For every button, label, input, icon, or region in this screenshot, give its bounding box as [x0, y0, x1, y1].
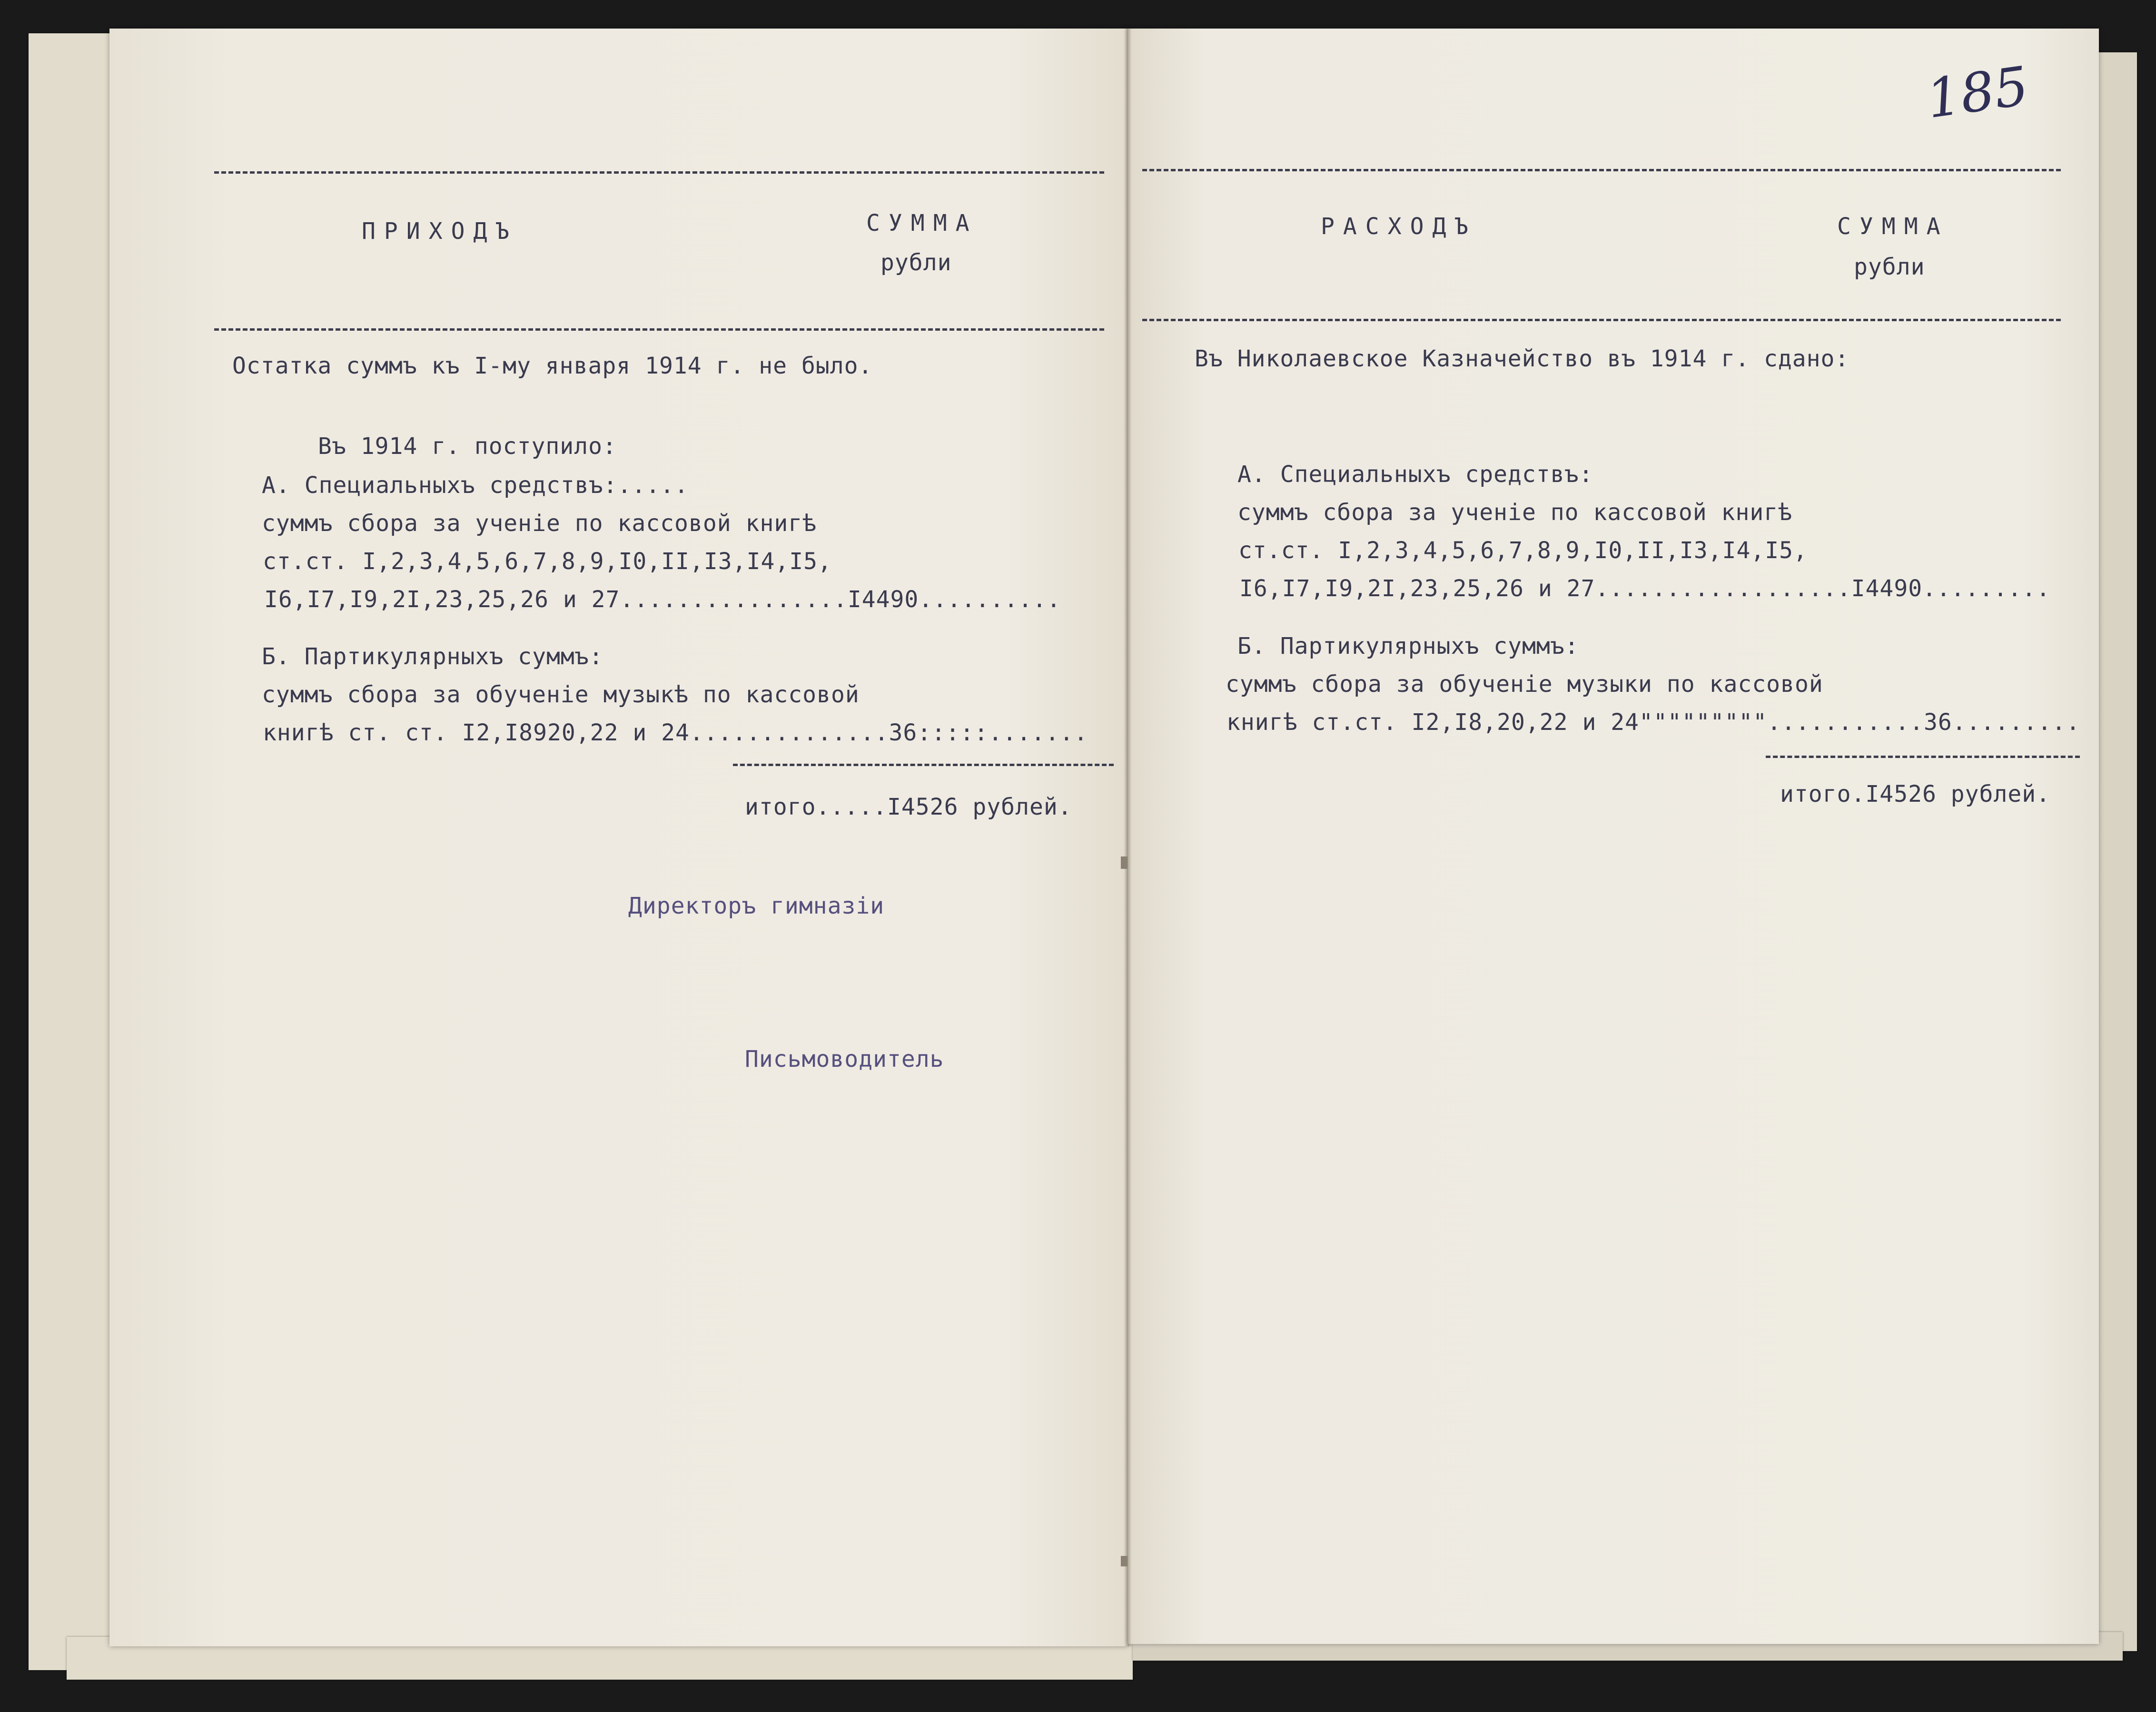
- right-opening-line: Въ Николаевское Казначейство въ 1914 г. сдано:: [1195, 345, 1849, 372]
- left-clerk-label: Письмоводитель: [745, 1046, 944, 1072]
- left-col-header-sum: СУММА: [866, 210, 978, 236]
- left-total-line: итого.....I4526 рублей.: [745, 794, 1072, 820]
- right-section-a-title: А. Специальныхъ средствъ:: [1237, 461, 1593, 488]
- left-section-a-line3: I6,I7,I9,2I,23,25,26 и 27................I4490..........: [264, 586, 1061, 613]
- left-section-b-line1: суммъ сбора за обученiе музыкѣ по кассовой: [262, 681, 860, 708]
- left-col-subheader-rubles: рубли: [880, 249, 952, 276]
- left-director-label: Директоръ гимназiи: [628, 893, 885, 919]
- right-section-a-line3: I6,I7,I9,2I,23,25,26 и 27..................I4490.........: [1239, 575, 2051, 602]
- left-section-a-line1: суммъ сбора за ученiе по кассовой книгѣ: [262, 510, 817, 537]
- page-number: 185: [1922, 55, 2032, 131]
- right-col-subheader-rubles: рубли: [1854, 254, 1925, 280]
- right-header-rule-bottom: [1142, 319, 2061, 321]
- right-section-a-line2: ст.ст. I,2,3,4,5,6,7,8,9,I0,II,I3,I4,I5,: [1238, 537, 1808, 564]
- right-section-b-line2: книгѣ ст.ст. I2,I8,20,22 и 24"""""""""...........36.........: [1226, 709, 2080, 736]
- right-col-header-sum: СУММА: [1837, 213, 1949, 240]
- left-received-line: Въ 1914 г. поступило:: [318, 433, 617, 460]
- binding-stitch-top: [1121, 856, 1127, 869]
- binding-stitch-bottom: [1121, 1556, 1127, 1566]
- left-opening-line: Остатка суммъ къ I-му января 1914 г. не было.: [232, 353, 873, 379]
- left-section-a-line2: ст.ст. I,2,3,4,5,6,7,8,9,I0,II,I3,I4,I5,: [263, 548, 832, 575]
- right-section-b-line1: суммъ сбора за обученiе музыки по кассовой: [1226, 671, 1823, 698]
- right-page: [1128, 29, 2099, 1644]
- right-total-line: итого.I4526 рублей.: [1780, 781, 2051, 807]
- right-header-rule-top: [1142, 169, 2061, 171]
- right-section-a-line1: суммъ сбора за ученiе по кассовой книгѣ: [1237, 499, 1793, 526]
- left-section-b-line2: книгѣ ст. ст. I2,I8920,22 и 24..............36:::::.......: [263, 719, 1088, 746]
- left-col-header-income: ПРИХОДЪ: [362, 218, 518, 245]
- left-header-rule-top: [214, 171, 1104, 174]
- left-total-rule: [733, 764, 1114, 766]
- left-section-b-title: Б. Партикулярныхъ суммъ:: [262, 643, 603, 670]
- right-col-header-expense: РАСХОДЪ: [1321, 213, 1477, 240]
- left-section-a-title: А. Специальныхъ средствъ:.....: [262, 472, 689, 499]
- left-page: [109, 29, 1128, 1646]
- right-total-rule: [1766, 756, 2080, 758]
- book-fold: [1124, 29, 1132, 1646]
- right-section-b-title: Б. Партикулярныхъ суммъ:: [1237, 633, 1579, 659]
- left-header-rule-bottom: [214, 328, 1104, 331]
